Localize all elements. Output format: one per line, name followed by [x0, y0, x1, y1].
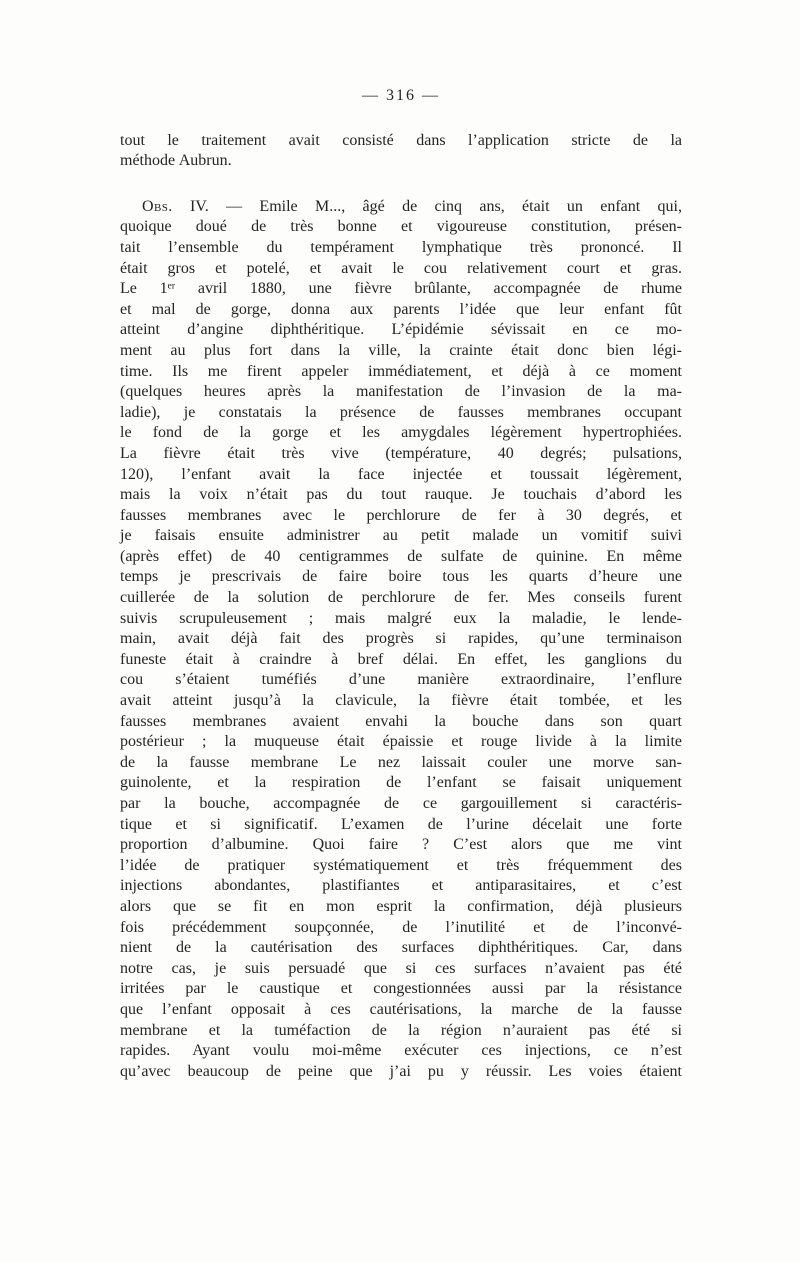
text-line: tique et si significatif. L’examen de l’urine décelait une forte: [120, 815, 682, 833]
text-line: avait atteint jusqu’à la clavicule, la fièvre était tombée, et les: [120, 692, 682, 710]
text-line: injections abondantes, plastifiantes et antiparasitaires, et c’est: [120, 877, 682, 895]
observation-body: [120, 217, 682, 1082]
text-line: cuillerée de la solution de perchlorure de fer. Mes conseils furent: [120, 589, 682, 607]
text-line: 120), l’enfant avait la face injectée et toussait légèrement,: [120, 465, 682, 483]
text-line: (quelques heures après la manifestation de l’invasion de la ma-: [120, 383, 682, 401]
text-line: guinolente, et la respiration de l’enfant se faisait uniquement: [120, 774, 682, 792]
text-line: time. Ils me firent appeler immédiatement, et déjà à ce moment: [120, 362, 682, 380]
text-line: fausses membranes avaient envahi la bouche dans son quart: [120, 712, 682, 730]
text-line: atteint d’angine diphthéritique. L’épidémie sévissait en ce mo-: [120, 321, 682, 339]
text-line: par la bouche, accompagnée de ce gargouillement si caractéris-: [120, 795, 682, 812]
observation-paragraph: [120, 197, 682, 1083]
text-line: cou s’étaient tuméfiés d’une manière extraordinaire, l’enflure: [120, 671, 682, 689]
text-line: que l’enfant opposait à ces cautérisations, la marche de la fausse: [120, 1000, 682, 1018]
text-line: méthode Aubrun.: [120, 152, 232, 170]
text-line: fois précédemment soupçonnée, de l’inutilité et de l’inconvé-: [120, 918, 682, 936]
text-line: La fièvre était très vive (température, 40 degrés; pulsations,: [120, 444, 682, 462]
page-number: — 316 —: [362, 87, 440, 104]
text-line: ment au plus fort dans la ville, la crainte était donc bien légi-: [120, 341, 682, 359]
text-line: qu’avec beaucoup de peine que j’ai pu y réussir. Les voies étaient: [120, 1062, 682, 1080]
text-line: ladie), je constatais la présence de fausses membranes occupant: [120, 403, 682, 421]
observation-label: Obs.: [142, 197, 173, 215]
text-line: irritées par le caustique et congestionnées aussi par la résistance: [120, 980, 682, 998]
text-line: rapides. Ayant voulu moi-même exécuter ces injections, ce n’est: [120, 1042, 682, 1060]
text-line: temps je prescrivais de faire boire tous les quarts d’heure une: [120, 568, 682, 586]
text-line: nient de la cautérisation des surfaces diphthéritiques. Car, dans: [120, 939, 682, 957]
text-line: et mal de gorge, donna aux parents l’idée que leur enfant fût: [120, 300, 682, 318]
text-line: proportion d’albumine. Quoi faire ? C’est alors que me vint: [120, 836, 682, 854]
text-line: tait l’ensemble du tempérament lymphatique très prononcé. Il: [120, 238, 682, 256]
text-line: notre cas, je suis persuadé que si ces surfaces n’avaient pas été: [120, 959, 682, 977]
text-line: mais la voix n’était pas du tout rauque. Je touchais d’abord les: [120, 486, 682, 504]
text-line: membrane et la tuméfaction de la région n’auraient pas été si: [120, 1021, 682, 1039]
text-line: alors que se fit en mon esprit la confirmation, déjà plusieurs: [120, 897, 682, 915]
text-line: fausses membranes avec le perchlorure de fer à 30 degrés, et: [120, 506, 682, 524]
text-line: funeste était à craindre à bref délai. En effet, les ganglions du: [120, 650, 682, 668]
text-line: main, avait déjà fait des progrès si rapides, qu’une terminaison: [120, 630, 682, 648]
text-line: Le 1ᵉʳ avril 1880, une fièvre brûlante, accompagnée de rhume: [120, 280, 682, 298]
text-line: tout le traitement avait consisté dans l’application stricte de la: [120, 131, 682, 149]
text-line: de la fausse membrane Le nez laissait couler une morve san-: [120, 753, 682, 771]
text-line: était gros et potelé, et avait le cou relativement court et gras.: [120, 259, 682, 277]
text-line: l’idée de pratiquer systématiquement et très fréquemment des: [120, 856, 682, 874]
text-line: suivis scrupuleusement ; mais malgré eux la maladie, le lende-: [120, 609, 682, 627]
text-line: je faisais ensuite administrer au petit malade un vomitif suivi: [120, 527, 682, 545]
text-line: le fond de la gorge et les amygdales légèrement hypertrophiées.: [120, 424, 682, 442]
observation-first-line-text: IV. — Emile M..., âgé de cinq ans, était un enfant qui,: [172, 197, 682, 215]
text-line: postérieur ; la muqueuse était épaissie et rouge livide à la limite: [120, 733, 682, 751]
observation-first-line: [120, 197, 682, 218]
intro-paragraph: [120, 131, 682, 172]
text-line: (après effet) de 40 centigrammes de sulfate de quinine. En même: [120, 547, 682, 565]
text-line: quoique doué de très bonne et vigoureuse constitution, présen-: [120, 218, 682, 236]
